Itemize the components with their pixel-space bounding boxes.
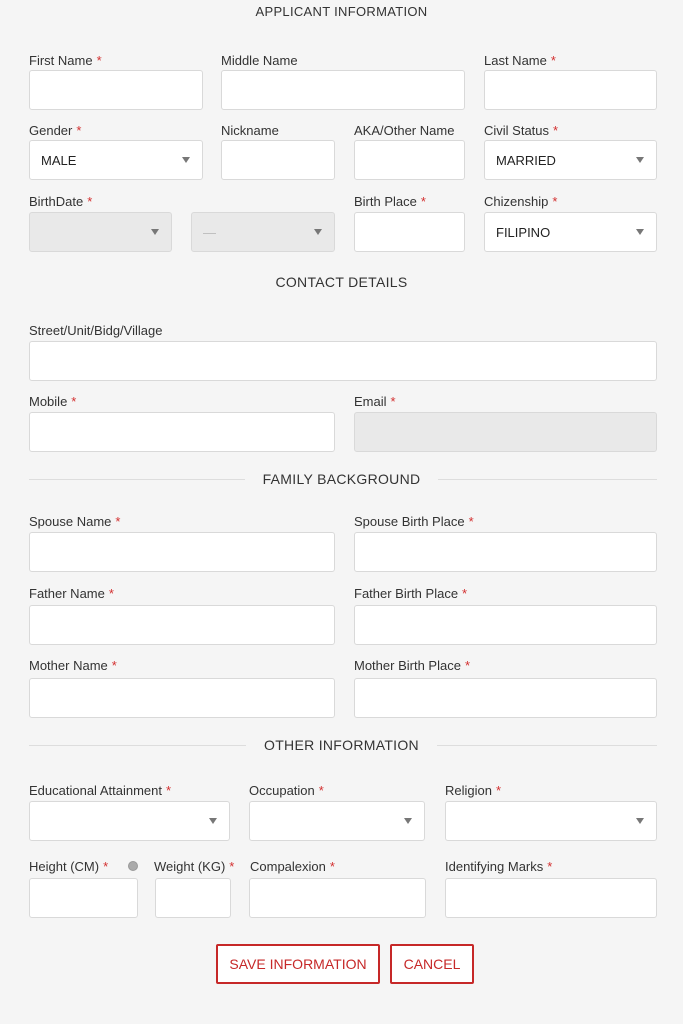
chevron-down-icon (636, 229, 644, 235)
birth-place-input[interactable] (354, 212, 465, 252)
section-contact-details: CONTACT DETAILS (0, 274, 683, 290)
weight-input[interactable] (155, 878, 231, 918)
aka-input[interactable] (354, 140, 465, 180)
religion-label: Religion * (445, 783, 502, 798)
spouse-name-label: Spouse Name * (29, 514, 121, 529)
birthdate-label: BirthDate * (29, 194, 93, 209)
citizenship-label: Chizenship * (484, 194, 558, 209)
chevron-down-icon (636, 818, 644, 824)
mobile-label: Mobile * (29, 394, 77, 409)
birth-place-label: Birth Place * (354, 194, 426, 209)
section-family-background: FAMILY BACKGROUND (0, 471, 683, 487)
identifying-marks-input[interactable] (445, 878, 657, 918)
email-label: Email * (354, 394, 396, 409)
spouse-birth-place-input[interactable] (354, 532, 657, 572)
street-label: Street/Unit/Bidg/Village (29, 323, 163, 338)
section-applicant-information: APPLICANT INFORMATION (0, 4, 683, 19)
chevron-down-icon (314, 229, 322, 235)
street-input[interactable] (29, 341, 657, 381)
occupation-label: Occupation * (249, 783, 324, 798)
complexion-input[interactable] (249, 878, 426, 918)
father-name-input[interactable] (29, 605, 335, 645)
middle-name-label: Middle Name (221, 53, 298, 68)
education-select[interactable] (29, 801, 230, 841)
civil-status-label: Civil Status * (484, 123, 559, 138)
nickname-input[interactable] (221, 140, 335, 180)
first-name-label: First Name * (29, 53, 102, 68)
father-birth-place-label: Father Birth Place * (354, 586, 468, 601)
father-name-label: Father Name * (29, 586, 114, 601)
mother-name-input[interactable] (29, 678, 335, 718)
save-information-button[interactable]: SAVE INFORMATION (216, 944, 380, 984)
education-label: Educational Attainment * (29, 783, 172, 798)
birthdate-month-select[interactable] (29, 212, 172, 252)
chevron-down-icon (209, 818, 217, 824)
info-dot-icon (128, 861, 138, 871)
last-name-label: Last Name * (484, 53, 556, 68)
mobile-input[interactable] (29, 412, 335, 452)
spouse-name-input[interactable] (29, 532, 335, 572)
mother-birth-place-input[interactable] (354, 678, 657, 718)
gender-label: Gender * (29, 123, 82, 138)
identifying-marks-label: Identifying Marks * (445, 859, 553, 874)
first-name-input[interactable] (29, 70, 203, 110)
chevron-down-icon (151, 229, 159, 235)
chevron-down-icon (404, 818, 412, 824)
mother-birth-place-label: Mother Birth Place * (354, 658, 470, 673)
cancel-button[interactable]: CANCEL (390, 944, 474, 984)
chevron-down-icon (182, 157, 190, 163)
nickname-label: Nickname (221, 123, 279, 138)
citizenship-select[interactable]: FILIPINO (484, 212, 657, 252)
aka-label: AKA/Other Name (354, 123, 455, 138)
occupation-select[interactable] (249, 801, 425, 841)
religion-select[interactable] (445, 801, 657, 841)
middle-name-input[interactable] (221, 70, 465, 110)
section-other-information: OTHER INFORMATION (0, 737, 683, 753)
birthdate-day-select[interactable]: — (191, 212, 335, 252)
gender-select[interactable]: MALE (29, 140, 203, 180)
weight-label: Weight (KG) * (154, 859, 235, 874)
complexion-label: Compalexion * (250, 859, 335, 874)
father-birth-place-input[interactable] (354, 605, 657, 645)
last-name-input[interactable] (484, 70, 657, 110)
email-input[interactable] (354, 412, 657, 452)
height-input[interactable] (29, 878, 138, 918)
height-label: Height (CM) * (29, 859, 109, 874)
spouse-birth-place-label: Spouse Birth Place * (354, 514, 474, 529)
mother-name-label: Mother Name * (29, 658, 117, 673)
civil-status-select[interactable]: MARRIED (484, 140, 657, 180)
chevron-down-icon (636, 157, 644, 163)
